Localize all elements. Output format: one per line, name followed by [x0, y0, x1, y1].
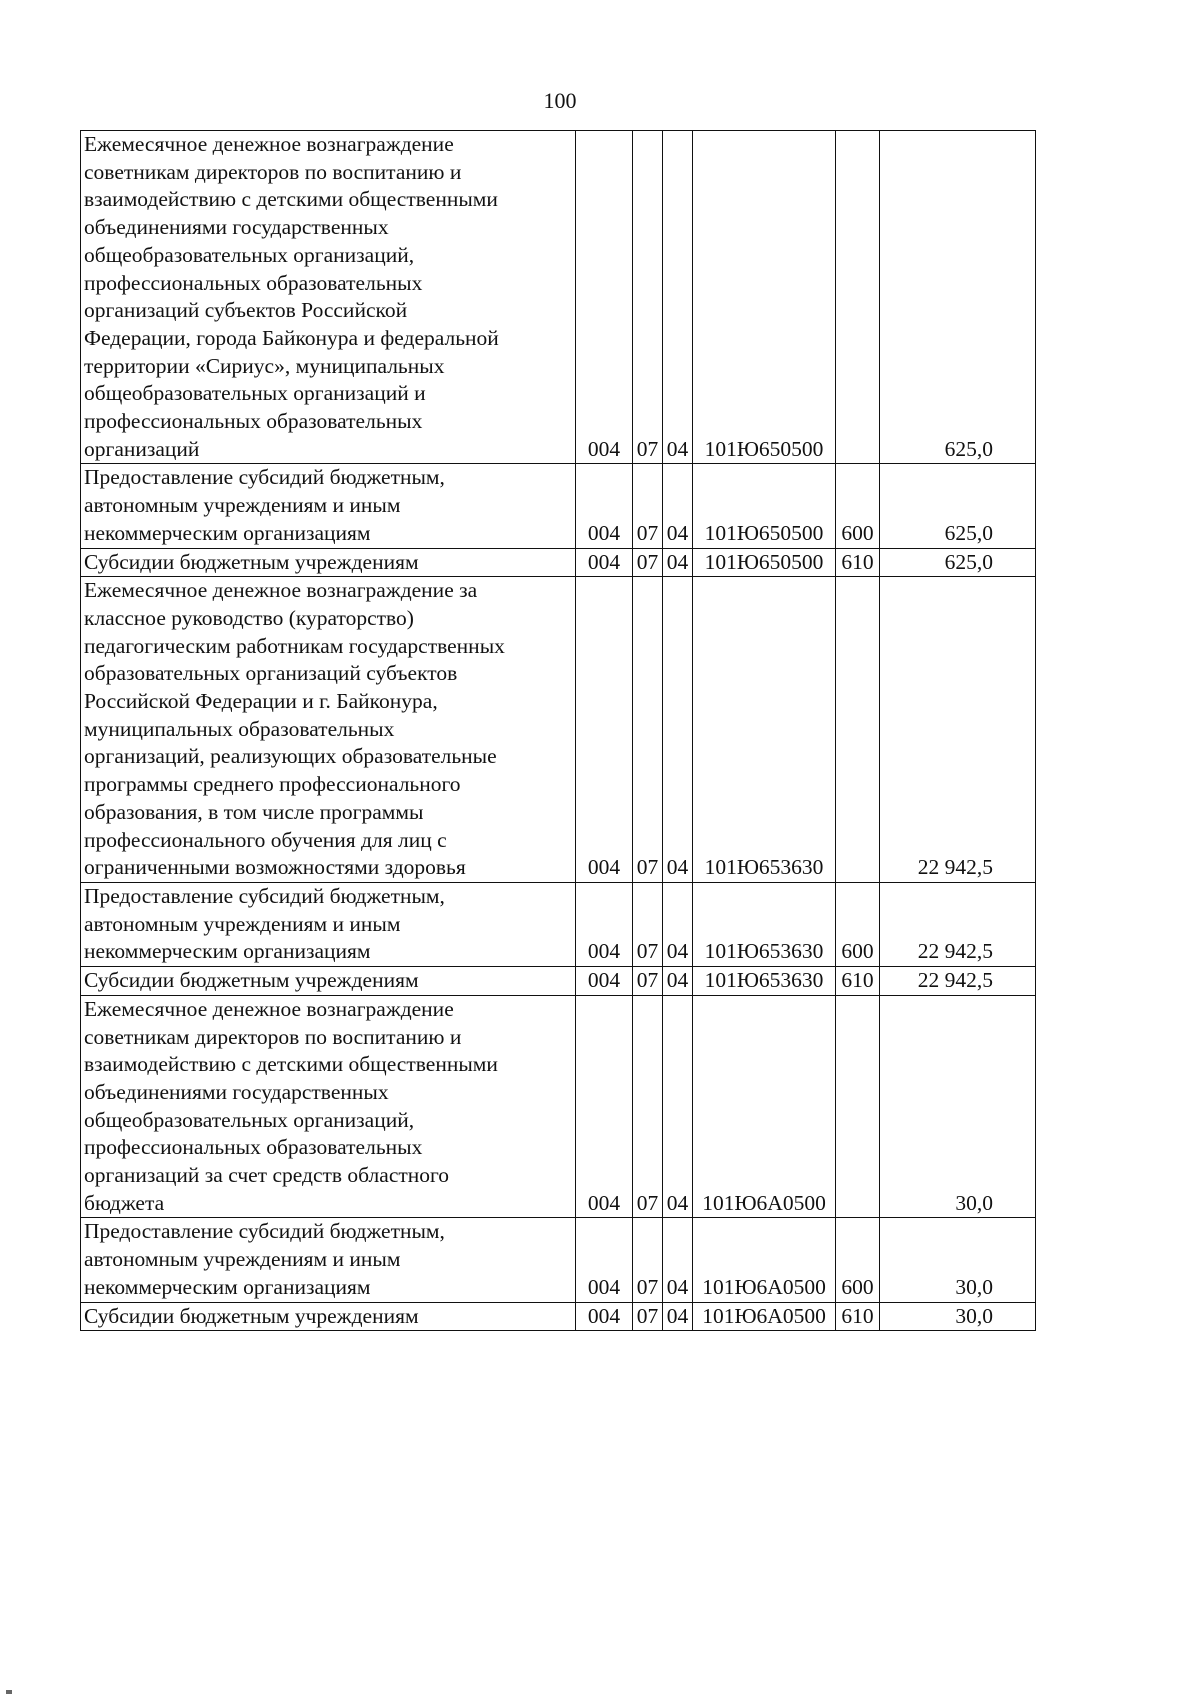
ministry-code-cell: 004 [576, 995, 633, 1218]
target-article-cell: 101Ю6А0500 [693, 995, 836, 1218]
section-code-cell: 07 [633, 464, 663, 548]
section-code-cell: 07 [633, 967, 663, 996]
target-article-cell: 101Ю6А0500 [693, 1218, 836, 1302]
subsection-code-cell: 04 [663, 995, 693, 1218]
target-article-cell: 101Ю653630 [693, 967, 836, 996]
budget-table [80, 130, 1036, 1331]
table-row [81, 131, 1036, 464]
amount-cell: 625,0 [880, 548, 1036, 577]
amount-cell: 625,0 [880, 131, 1036, 464]
table-row [81, 1218, 1036, 1302]
section-code-cell: 07 [633, 131, 663, 464]
table-row [81, 464, 1036, 548]
expense-name-cell: Субсидии бюджетным учреждениям [81, 967, 576, 996]
expense-name-cell: Субсидии бюджетным учреждениям [81, 1302, 576, 1331]
section-code-cell: 07 [633, 1302, 663, 1331]
expense-type-cell [836, 995, 880, 1218]
expense-name-cell: Субсидии бюджетным учреждениям [81, 548, 576, 577]
page-number: 100 [543, 88, 577, 113]
section-code-cell: 07 [633, 995, 663, 1218]
section-code-cell: 07 [633, 577, 663, 883]
amount-cell: 30,0 [880, 1218, 1036, 1302]
expense-type-cell: 600 [836, 1218, 880, 1302]
subsection-code-cell: 04 [663, 131, 693, 464]
expense-name-cell: Ежемесячное денежное вознаграждение за классное руководство (кураторство) педагогическим работникам государственных образовательных организаций субъектов Российской Федерации и г. Байконура, муниципальных образовательных организаций, реализующих образовательные программы среднего профессионального образования, в том числе программы профессионального обучения для лиц с ограниченными возможностями здоровья [81, 577, 576, 883]
subsection-code-cell: 04 [663, 548, 693, 577]
amount-cell: 22 942,5 [880, 967, 1036, 996]
amount-cell: 625,0 [880, 464, 1036, 548]
expense-type-cell [836, 577, 880, 883]
amount-cell: 22 942,5 [880, 577, 1036, 883]
expense-name-cell: Предоставление субсидий бюджетным, автономным учреждениям и иным некоммерческим организациям [81, 1218, 576, 1302]
subsection-code-cell: 04 [663, 577, 693, 883]
ministry-code-cell: 004 [576, 131, 633, 464]
ministry-code-cell: 004 [576, 577, 633, 883]
target-article-cell: 101Ю650500 [693, 464, 836, 548]
expense-name-cell: Предоставление субсидий бюджетным, автономным учреждениям и иным некоммерческим организациям [81, 464, 576, 548]
expense-type-cell [836, 131, 880, 464]
subsection-code-cell: 04 [663, 464, 693, 548]
expense-type-cell: 610 [836, 548, 880, 577]
ministry-code-cell: 004 [576, 548, 633, 577]
expense-name-cell: Предоставление субсидий бюджетным, автономным учреждениям и иным некоммерческим организациям [81, 882, 576, 966]
table-row [81, 967, 1036, 996]
expense-type-cell: 610 [836, 967, 880, 996]
ministry-code-cell: 004 [576, 464, 633, 548]
subsection-code-cell: 04 [663, 882, 693, 966]
subsection-code-cell: 04 [663, 1302, 693, 1331]
ministry-code-cell: 004 [576, 882, 633, 966]
section-code-cell: 07 [633, 882, 663, 966]
subsection-code-cell: 04 [663, 967, 693, 996]
target-article-cell: 101Ю650500 [693, 548, 836, 577]
table-row [81, 1302, 1036, 1331]
expense-type-cell: 610 [836, 1302, 880, 1331]
expense-type-cell: 600 [836, 882, 880, 966]
ministry-code-cell: 004 [576, 967, 633, 996]
section-code-cell: 07 [633, 1218, 663, 1302]
table-row [81, 577, 1036, 883]
subsection-code-cell: 04 [663, 1218, 693, 1302]
table-row [81, 548, 1036, 577]
amount-cell: 22 942,5 [880, 882, 1036, 966]
ministry-code-cell: 004 [576, 1218, 633, 1302]
table-row [81, 882, 1036, 966]
section-code-cell: 07 [633, 548, 663, 577]
expense-name-cell: Ежемесячное денежное вознаграждение советникам директоров по воспитанию и взаимодействию с детскими общественными объединениями государственных общеобразовательных организаций, профессиональных образовательных организаций субъектов Российской Федерации, города Байконура и федеральной территории «Сириус», муниципальных общеобразовательных организаций и профессиональных образовательных организаций [81, 131, 576, 464]
target-article-cell: 101Ю650500 [693, 131, 836, 464]
table-body [81, 131, 1036, 1331]
target-article-cell: 101Ю653630 [693, 577, 836, 883]
ministry-code-cell: 004 [576, 1302, 633, 1331]
amount-cell: 30,0 [880, 995, 1036, 1218]
expense-name-cell: Ежемесячное денежное вознаграждение советникам директоров по воспитанию и взаимодействию с детскими общественными объединениями государственных общеобразовательных организаций, профессиональных образовательных организаций за счет средств областного бюджета [81, 995, 576, 1218]
target-article-cell: 101Ю6А0500 [693, 1302, 836, 1331]
table-row [81, 995, 1036, 1218]
amount-cell: 30,0 [880, 1302, 1036, 1331]
target-article-cell: 101Ю653630 [693, 882, 836, 966]
scan-mark [6, 1690, 12, 1694]
expense-type-cell: 600 [836, 464, 880, 548]
